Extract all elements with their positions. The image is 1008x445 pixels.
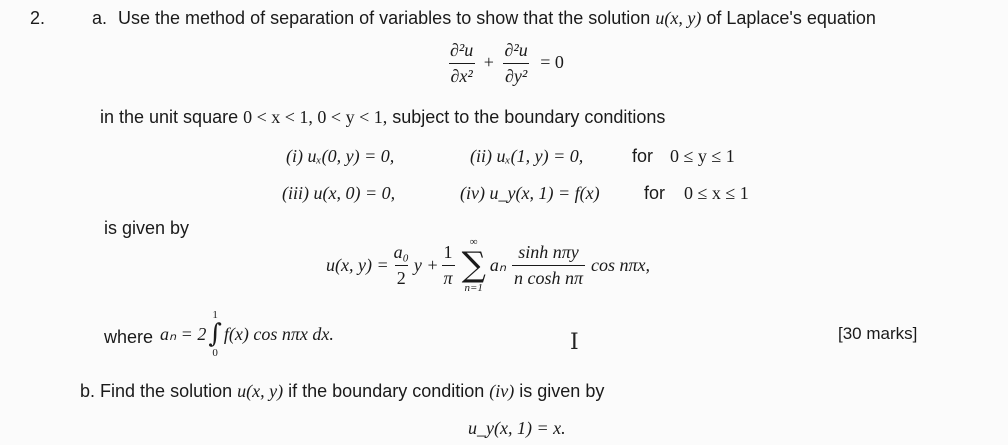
intro-text: Use the method of separation of variables to show that the solution	[118, 8, 651, 28]
solution-formula	[326, 236, 650, 294]
cosh-denominator: n cosh nπ	[512, 265, 585, 289]
bc2: (ii) uₓ(1, y) = 0,	[470, 146, 584, 166]
an-def-lhs: aₙ = 2	[160, 323, 207, 344]
d2u-dy2-numerator: ∂²u	[504, 40, 528, 60]
part-b-text: Find the solution	[100, 381, 233, 401]
bc3: (iii) u(x, 0) = 0,	[282, 183, 396, 203]
part-b-equation: u_y(x, 1) = x.	[468, 418, 566, 438]
d2u-dy2-fraction	[502, 40, 529, 87]
cos-tail: cos nπx,	[591, 254, 651, 275]
an-def-rhs: f(x) cos nπx dx.	[223, 323, 334, 344]
a0-numerator: a₀	[393, 241, 409, 262]
intro-tail: of Laplace's equation	[706, 8, 876, 28]
integral-symbol: ∫	[208, 319, 222, 349]
one-over-pi	[442, 242, 455, 289]
laplace-rhs: = 0	[540, 51, 564, 72]
d2u-dx2-fraction	[448, 40, 475, 87]
bc1: (i) uₓ(0, y) = 0,	[286, 146, 395, 166]
y-plus: y +	[413, 254, 439, 275]
part-b-func: u(x, y)	[237, 381, 284, 401]
domain-text: in the unit square	[100, 107, 239, 127]
domain-math: 0 < x < 1, 0 < y < 1,	[243, 107, 388, 127]
question-number: 2.	[30, 8, 46, 28]
text-cursor-icon: I	[570, 330, 579, 355]
d2u-dx2-denominator: ∂x²	[449, 63, 475, 87]
an-coefficient: aₙ	[489, 254, 507, 275]
bc4-for: for	[644, 183, 666, 203]
bc4-range: 0 ≤ x ≤ 1	[684, 183, 749, 203]
sum-lower-limit: n=1	[464, 282, 483, 294]
given-by-text: is given by	[104, 218, 190, 238]
part-a-intro-line	[118, 8, 876, 29]
laplace-equation	[448, 40, 564, 87]
integral	[208, 309, 222, 359]
one-numerator: 1	[443, 241, 453, 262]
sigma-symbol: ∑	[461, 245, 486, 285]
part-b-text-tail: if the boundary condition	[288, 381, 485, 401]
summation	[462, 236, 486, 294]
domain-line	[100, 107, 665, 128]
laplace-plus: +	[483, 51, 494, 72]
sum-upper-limit: ∞	[469, 236, 478, 248]
solution-lhs: u(x, y) =	[326, 254, 389, 275]
part-a-label: a.	[92, 8, 108, 28]
d2u-dy2-denominator: ∂y²	[503, 63, 529, 87]
part-b-text-end: is given by	[519, 381, 605, 401]
an-definition	[160, 309, 334, 359]
bc2-range: 0 ≤ y ≤ 1	[670, 146, 735, 166]
int-upper-limit: 1	[212, 309, 218, 321]
marks-label: [30 marks]	[838, 324, 918, 343]
bc4: (iv) u_y(x, 1) = f(x)	[460, 183, 600, 203]
a0-over-2	[392, 242, 411, 289]
int-lower-limit: 0	[212, 347, 218, 359]
part-b-cond: (iv)	[489, 381, 515, 401]
sinh-numerator: sinh nπy	[518, 241, 579, 262]
sinh-over-cosh	[512, 242, 585, 289]
where-text: where	[104, 327, 154, 347]
part-b-label: b.	[80, 381, 96, 401]
part-b-line	[80, 381, 604, 402]
d2u-dx2-numerator: ∂²u	[450, 40, 474, 60]
pi-denominator: π	[442, 265, 455, 289]
a0-denominator: 2	[395, 265, 408, 289]
intro-func: u(x, y)	[655, 8, 702, 28]
bc2-for: for	[632, 146, 654, 166]
domain-tail: subject to the boundary conditions	[392, 107, 666, 127]
